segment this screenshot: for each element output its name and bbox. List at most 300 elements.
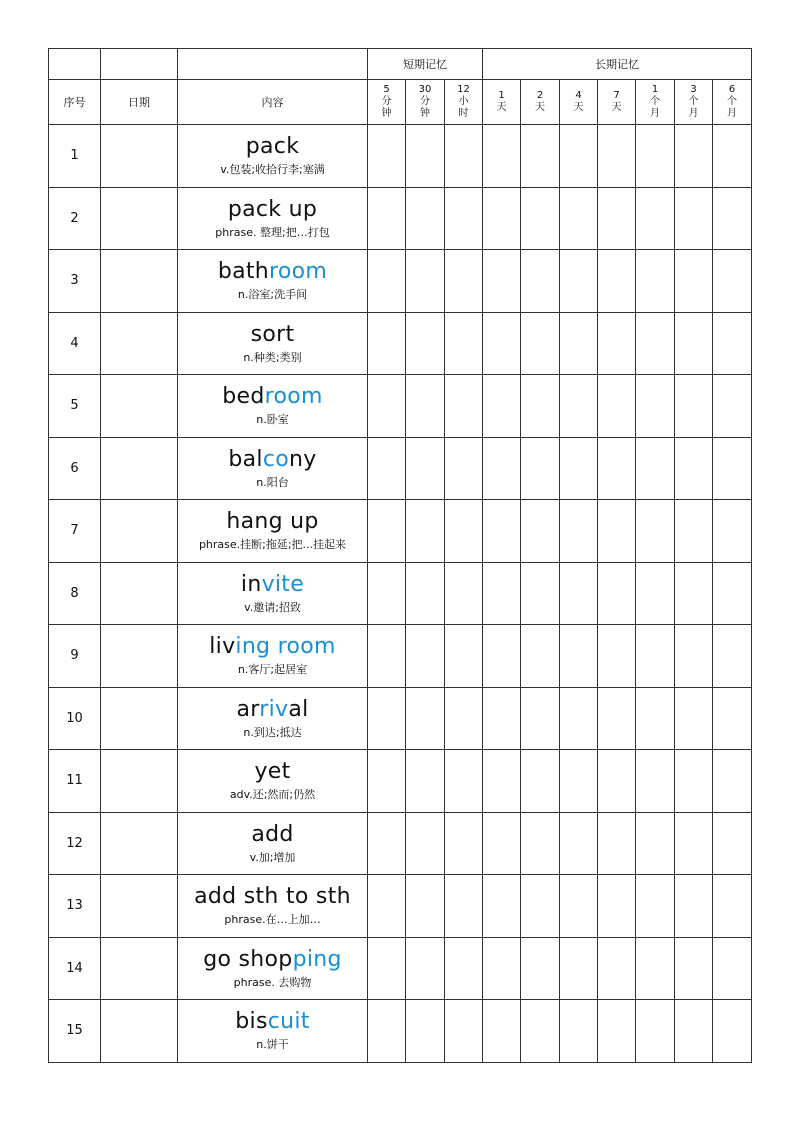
review-check-cell[interactable]: [521, 937, 560, 1000]
word-segment: al: [288, 696, 309, 722]
row-index: 6: [49, 437, 101, 500]
table-row: [49, 187, 752, 250]
review-check-cell[interactable]: [483, 812, 521, 875]
row-index: 2: [49, 187, 101, 250]
review-check-cell[interactable]: [636, 937, 675, 1000]
review-check-cell[interactable]: [483, 500, 521, 563]
date-cell[interactable]: [101, 562, 178, 625]
review-check-cell[interactable]: [713, 437, 752, 500]
review-check-cell[interactable]: [713, 812, 752, 875]
word-rows: [49, 125, 752, 1063]
table-row: [49, 375, 752, 438]
review-check-cell[interactable]: [445, 687, 483, 750]
date-cell[interactable]: [101, 437, 178, 500]
review-check-cell[interactable]: [406, 625, 445, 688]
review-check-cell[interactable]: [483, 875, 521, 938]
review-check-cell[interactable]: [368, 625, 406, 688]
date-cell[interactable]: [101, 250, 178, 313]
interval-column-header: [368, 80, 406, 125]
review-check-cell[interactable]: [406, 937, 445, 1000]
interval-column-header: [713, 80, 752, 125]
word-highlight-segment: ing room: [235, 634, 336, 660]
review-check-cell[interactable]: [675, 562, 713, 625]
interval-column-header: [675, 80, 713, 125]
review-check-cell[interactable]: [368, 187, 406, 250]
review-check-cell[interactable]: [560, 875, 598, 938]
review-check-cell[interactable]: [521, 312, 560, 375]
review-check-cell[interactable]: [445, 875, 483, 938]
review-check-cell[interactable]: [560, 312, 598, 375]
review-check-cell[interactable]: [521, 375, 560, 438]
interval-column-header: [483, 80, 521, 125]
interval-column-header: [560, 80, 598, 125]
interval-label-part: 天: [611, 102, 622, 113]
word-definition: phrase. 整理;把…打包: [215, 225, 330, 239]
review-check-cell[interactable]: [636, 312, 675, 375]
review-check-cell[interactable]: [713, 500, 752, 563]
vocabulary-word: [178, 1009, 367, 1035]
review-check-cell[interactable]: [368, 562, 406, 625]
review-check-cell[interactable]: [406, 812, 445, 875]
interval-column-header: [598, 80, 636, 125]
review-check-cell[interactable]: [521, 562, 560, 625]
word-segment: ar: [236, 696, 260, 722]
review-check-cell[interactable]: [521, 125, 560, 188]
review-check-cell[interactable]: [406, 687, 445, 750]
review-check-cell[interactable]: [483, 187, 521, 250]
review-check-cell[interactable]: [675, 812, 713, 875]
review-check-cell[interactable]: [483, 750, 521, 813]
review-check-cell[interactable]: [713, 562, 752, 625]
word-highlight-segment: vite: [261, 571, 305, 597]
review-check-cell[interactable]: [521, 250, 560, 313]
review-check-cell[interactable]: [636, 500, 675, 563]
word-definition: n.卧室: [256, 413, 289, 427]
review-check-cell[interactable]: [636, 687, 675, 750]
table-row: [49, 250, 752, 313]
content-cell: [178, 437, 368, 500]
word-segment: ny: [289, 446, 317, 472]
content-cell: [178, 875, 368, 938]
review-check-cell[interactable]: [598, 500, 636, 563]
interval-label-part: 4: [575, 90, 582, 101]
interval-column-header: [406, 80, 445, 125]
review-check-cell[interactable]: [675, 312, 713, 375]
table-row: [49, 437, 752, 500]
vocabulary-word: [178, 822, 367, 848]
word-segment: add sth to sth: [194, 884, 351, 910]
review-check-cell[interactable]: [713, 312, 752, 375]
row-index: 1: [49, 125, 101, 188]
row-index: 11: [49, 750, 101, 813]
vocabulary-word: [178, 384, 367, 410]
review-check-cell[interactable]: [483, 375, 521, 438]
review-check-cell[interactable]: [560, 1000, 598, 1063]
vocabulary-word: [178, 572, 367, 598]
interval-label-part: 月: [727, 108, 738, 119]
date-cell[interactable]: [101, 625, 178, 688]
review-check-cell[interactable]: [445, 812, 483, 875]
review-check-cell[interactable]: [713, 625, 752, 688]
word-definition: n.阳台: [256, 475, 289, 489]
review-check-cell[interactable]: [713, 250, 752, 313]
review-check-cell[interactable]: [483, 687, 521, 750]
word-highlight-segment: room: [269, 259, 328, 285]
review-check-cell[interactable]: [368, 500, 406, 563]
review-check-cell[interactable]: [445, 125, 483, 188]
review-check-cell[interactable]: [445, 1000, 483, 1063]
review-check-cell[interactable]: [560, 187, 598, 250]
review-check-cell[interactable]: [675, 500, 713, 563]
review-check-cell[interactable]: [406, 187, 445, 250]
table-row: [49, 125, 752, 188]
content-cell: [178, 500, 368, 563]
index-column-header: 序号: [49, 80, 101, 125]
row-index: 4: [49, 312, 101, 375]
review-check-cell[interactable]: [560, 500, 598, 563]
interval-label-part: 1: [498, 90, 505, 101]
review-check-cell[interactable]: [636, 250, 675, 313]
review-check-cell[interactable]: [675, 875, 713, 938]
interval-label-part: 月: [688, 108, 699, 119]
word-segment: add: [251, 821, 294, 847]
review-check-cell[interactable]: [675, 187, 713, 250]
table-row: [49, 875, 752, 938]
table-row: [49, 812, 752, 875]
review-check-cell[interactable]: [445, 750, 483, 813]
review-check-cell[interactable]: [406, 562, 445, 625]
content-cell: [178, 187, 368, 250]
review-check-cell[interactable]: [406, 1000, 445, 1063]
review-check-cell[interactable]: [406, 500, 445, 563]
review-check-cell[interactable]: [560, 562, 598, 625]
interval-label-part: 12: [457, 84, 470, 95]
review-check-cell[interactable]: [406, 125, 445, 188]
review-check-cell[interactable]: [521, 437, 560, 500]
word-segment: bis: [235, 1009, 268, 1035]
word-definition: phrase. 去购物: [233, 975, 312, 989]
word-segment: bed: [222, 384, 265, 410]
review-check-cell[interactable]: [483, 937, 521, 1000]
word-definition: phrase.在…上加…: [224, 913, 321, 927]
interval-label-part: 分: [381, 96, 392, 107]
review-check-cell[interactable]: [598, 437, 636, 500]
vocabulary-word: [178, 697, 367, 723]
review-check-cell[interactable]: [521, 187, 560, 250]
review-check-cell[interactable]: [675, 937, 713, 1000]
review-check-cell[interactable]: [483, 250, 521, 313]
interval-label-part: 钟: [420, 108, 430, 119]
word-definition: adv.还;然而;仍然: [229, 788, 316, 802]
date-cell[interactable]: [101, 1000, 178, 1063]
review-check-cell[interactable]: [636, 437, 675, 500]
review-check-cell[interactable]: [521, 812, 560, 875]
review-check-cell[interactable]: [521, 750, 560, 813]
interval-label-part: 7: [613, 90, 620, 101]
review-check-cell[interactable]: [598, 812, 636, 875]
review-check-cell[interactable]: [598, 1000, 636, 1063]
review-check-cell[interactable]: [445, 437, 483, 500]
interval-label-part: 1: [651, 84, 659, 95]
date-cell[interactable]: [101, 312, 178, 375]
review-check-cell[interactable]: [406, 312, 445, 375]
review-check-cell[interactable]: [368, 1000, 406, 1063]
interval-column-header: [445, 80, 483, 125]
review-check-cell[interactable]: [598, 562, 636, 625]
date-cell[interactable]: [101, 125, 178, 188]
review-check-cell[interactable]: [675, 1000, 713, 1063]
review-check-cell[interactable]: [598, 375, 636, 438]
content-cell: [178, 250, 368, 313]
word-segment: pack: [245, 134, 300, 160]
interval-label-part: 个: [727, 96, 738, 107]
row-index: 5: [49, 375, 101, 438]
review-check-cell[interactable]: [406, 875, 445, 938]
word-definition: n.饼干: [256, 1038, 289, 1052]
review-check-cell[interactable]: [636, 125, 675, 188]
review-check-cell[interactable]: [598, 312, 636, 375]
row-index: 8: [49, 562, 101, 625]
review-check-cell[interactable]: [483, 125, 521, 188]
review-check-cell[interactable]: [636, 625, 675, 688]
review-check-cell[interactable]: [483, 625, 521, 688]
review-check-cell[interactable]: [368, 250, 406, 313]
table-row: [49, 687, 752, 750]
row-index: 3: [49, 250, 101, 313]
review-check-cell[interactable]: [560, 125, 598, 188]
short-term-memory-header: 短期记忆: [368, 49, 483, 80]
review-check-cell[interactable]: [713, 937, 752, 1000]
review-check-cell[interactable]: [598, 125, 636, 188]
interval-column-header: [521, 80, 560, 125]
review-check-cell[interactable]: [675, 625, 713, 688]
review-check-cell[interactable]: [406, 750, 445, 813]
word-segment: bal: [228, 446, 263, 472]
review-check-cell[interactable]: [675, 250, 713, 313]
review-check-cell[interactable]: [636, 187, 675, 250]
content-cell: [178, 687, 368, 750]
review-check-cell[interactable]: [521, 625, 560, 688]
word-segment: hang up: [226, 509, 319, 535]
review-check-cell[interactable]: [560, 437, 598, 500]
header-blank-cell: [49, 49, 101, 80]
row-index: 10: [49, 687, 101, 750]
review-check-cell[interactable]: [368, 750, 406, 813]
review-check-cell[interactable]: [598, 187, 636, 250]
review-check-cell[interactable]: [675, 375, 713, 438]
word-segment: sort: [250, 321, 295, 347]
vocabulary-word: [178, 759, 367, 785]
date-cell[interactable]: [101, 750, 178, 813]
word-definition: n.到达;抵达: [243, 725, 302, 739]
word-segment: liv: [209, 634, 236, 660]
review-check-cell[interactable]: [445, 312, 483, 375]
review-check-cell[interactable]: [713, 187, 752, 250]
review-check-cell[interactable]: [521, 875, 560, 938]
table-row: [49, 750, 752, 813]
vocabulary-review-table: [48, 48, 752, 1063]
date-cell[interactable]: [101, 937, 178, 1000]
review-check-cell[interactable]: [675, 437, 713, 500]
content-cell: [178, 812, 368, 875]
date-cell[interactable]: [101, 500, 178, 563]
review-check-cell[interactable]: [445, 562, 483, 625]
content-cell: [178, 625, 368, 688]
word-definition: v.包装;收拾行李;塞满: [220, 163, 325, 177]
word-definition: v.加;增加: [249, 850, 296, 864]
review-check-cell[interactable]: [598, 687, 636, 750]
interval-label-part: 3: [690, 84, 697, 95]
review-check-cell[interactable]: [521, 500, 560, 563]
review-check-cell[interactable]: [368, 812, 406, 875]
review-check-cell[interactable]: [483, 1000, 521, 1063]
word-highlight-segment: riv: [259, 696, 289, 722]
review-check-cell[interactable]: [713, 687, 752, 750]
long-term-memory-header: 长期记忆: [483, 49, 752, 80]
row-index: 7: [49, 500, 101, 563]
date-cell[interactable]: [101, 187, 178, 250]
content-cell: [178, 1000, 368, 1063]
table-row: [49, 625, 752, 688]
review-check-cell[interactable]: [368, 125, 406, 188]
review-check-cell[interactable]: [675, 125, 713, 188]
review-check-cell[interactable]: [713, 875, 752, 938]
review-check-cell[interactable]: [483, 562, 521, 625]
interval-label-part: 天: [535, 102, 545, 113]
interval-label-part: 时: [458, 108, 469, 119]
review-check-cell[interactable]: [636, 750, 675, 813]
review-check-cell[interactable]: [560, 937, 598, 1000]
row-index: 15: [49, 1000, 101, 1063]
review-check-cell[interactable]: [560, 250, 598, 313]
table-row: [49, 937, 752, 1000]
interval-label-part: 30: [418, 84, 432, 95]
review-check-cell[interactable]: [368, 375, 406, 438]
review-check-cell[interactable]: [445, 500, 483, 563]
review-check-cell[interactable]: [483, 312, 521, 375]
review-check-cell[interactable]: [521, 1000, 560, 1063]
row-index: 14: [49, 937, 101, 1000]
content-column-header: 内容: [178, 80, 368, 125]
review-check-cell[interactable]: [636, 812, 675, 875]
interval-label-part: 个: [688, 96, 699, 107]
date-column-header: 日期: [101, 80, 178, 125]
review-check-cell[interactable]: [483, 437, 521, 500]
header-blank-cell: [101, 49, 178, 80]
date-cell[interactable]: [101, 875, 178, 938]
interval-label-part: 5: [383, 84, 390, 95]
review-check-cell[interactable]: [368, 437, 406, 500]
review-check-cell[interactable]: [636, 375, 675, 438]
review-check-cell[interactable]: [675, 750, 713, 813]
header-group-row: [49, 49, 752, 80]
review-check-cell[interactable]: [560, 375, 598, 438]
review-check-cell[interactable]: [406, 375, 445, 438]
interval-label-part: 天: [496, 102, 507, 113]
content-cell: [178, 937, 368, 1000]
review-check-cell[interactable]: [713, 375, 752, 438]
review-check-cell[interactable]: [560, 812, 598, 875]
review-check-cell[interactable]: [406, 437, 445, 500]
review-check-cell[interactable]: [368, 687, 406, 750]
word-definition: v.邀请;招致: [244, 600, 301, 614]
row-index: 9: [49, 625, 101, 688]
review-check-cell[interactable]: [560, 750, 598, 813]
content-cell: [178, 312, 368, 375]
review-check-cell[interactable]: [636, 562, 675, 625]
word-highlight-segment: room: [264, 384, 323, 410]
interval-label-part: 分: [420, 96, 430, 107]
review-check-cell[interactable]: [598, 750, 636, 813]
review-check-cell[interactable]: [368, 312, 406, 375]
review-check-cell[interactable]: [675, 687, 713, 750]
review-check-cell[interactable]: [445, 625, 483, 688]
review-check-cell[interactable]: [636, 875, 675, 938]
review-check-cell[interactable]: [598, 875, 636, 938]
row-index: 13: [49, 875, 101, 938]
vocabulary-word: [178, 134, 367, 160]
review-check-cell[interactable]: [445, 937, 483, 1000]
table-row: [49, 312, 752, 375]
row-index: 12: [49, 812, 101, 875]
review-check-cell[interactable]: [521, 687, 560, 750]
review-check-cell[interactable]: [713, 1000, 752, 1063]
review-check-cell[interactable]: [368, 937, 406, 1000]
date-cell[interactable]: [101, 687, 178, 750]
review-check-cell[interactable]: [598, 625, 636, 688]
word-definition: n.浴室;洗手间: [237, 288, 308, 302]
review-check-cell[interactable]: [598, 937, 636, 1000]
word-segment: in: [240, 571, 262, 597]
review-check-cell[interactable]: [713, 125, 752, 188]
vocabulary-word: [178, 634, 367, 660]
content-cell: [178, 375, 368, 438]
vocabulary-word: [178, 259, 367, 285]
vocabulary-word: [178, 447, 367, 473]
vocabulary-word: [178, 322, 367, 348]
word-highlight-segment: co: [262, 446, 290, 472]
interval-label-part: 6: [728, 84, 736, 95]
interval-label-part: 月: [650, 108, 660, 119]
word-definition: phrase.挂断;拖延;把...挂起来: [198, 538, 347, 552]
table-row: [49, 500, 752, 563]
interval-label-part: 天: [573, 102, 584, 113]
review-check-cell[interactable]: [560, 625, 598, 688]
review-check-cell[interactable]: [560, 687, 598, 750]
table-row: [49, 562, 752, 625]
word-definition: n.种类;类别: [243, 350, 302, 364]
review-check-cell[interactable]: [406, 250, 445, 313]
review-check-cell[interactable]: [445, 375, 483, 438]
review-check-cell[interactable]: [445, 187, 483, 250]
interval-label-part: 2: [536, 90, 544, 101]
review-check-cell[interactable]: [445, 250, 483, 313]
word-segment: go shop: [203, 946, 293, 972]
review-check-cell[interactable]: [636, 1000, 675, 1063]
table-row: [49, 1000, 752, 1063]
interval-label-part: 钟: [381, 108, 392, 119]
interval-label-part: 个: [650, 96, 660, 107]
review-check-cell[interactable]: [713, 750, 752, 813]
date-cell[interactable]: [101, 375, 178, 438]
header-columns-row: [49, 80, 752, 125]
header-blank-cell: [178, 49, 368, 80]
vocabulary-word: [178, 947, 367, 973]
review-check-cell[interactable]: [368, 875, 406, 938]
review-check-cell[interactable]: [598, 250, 636, 313]
date-cell[interactable]: [101, 812, 178, 875]
word-highlight-segment: ping: [292, 946, 342, 972]
